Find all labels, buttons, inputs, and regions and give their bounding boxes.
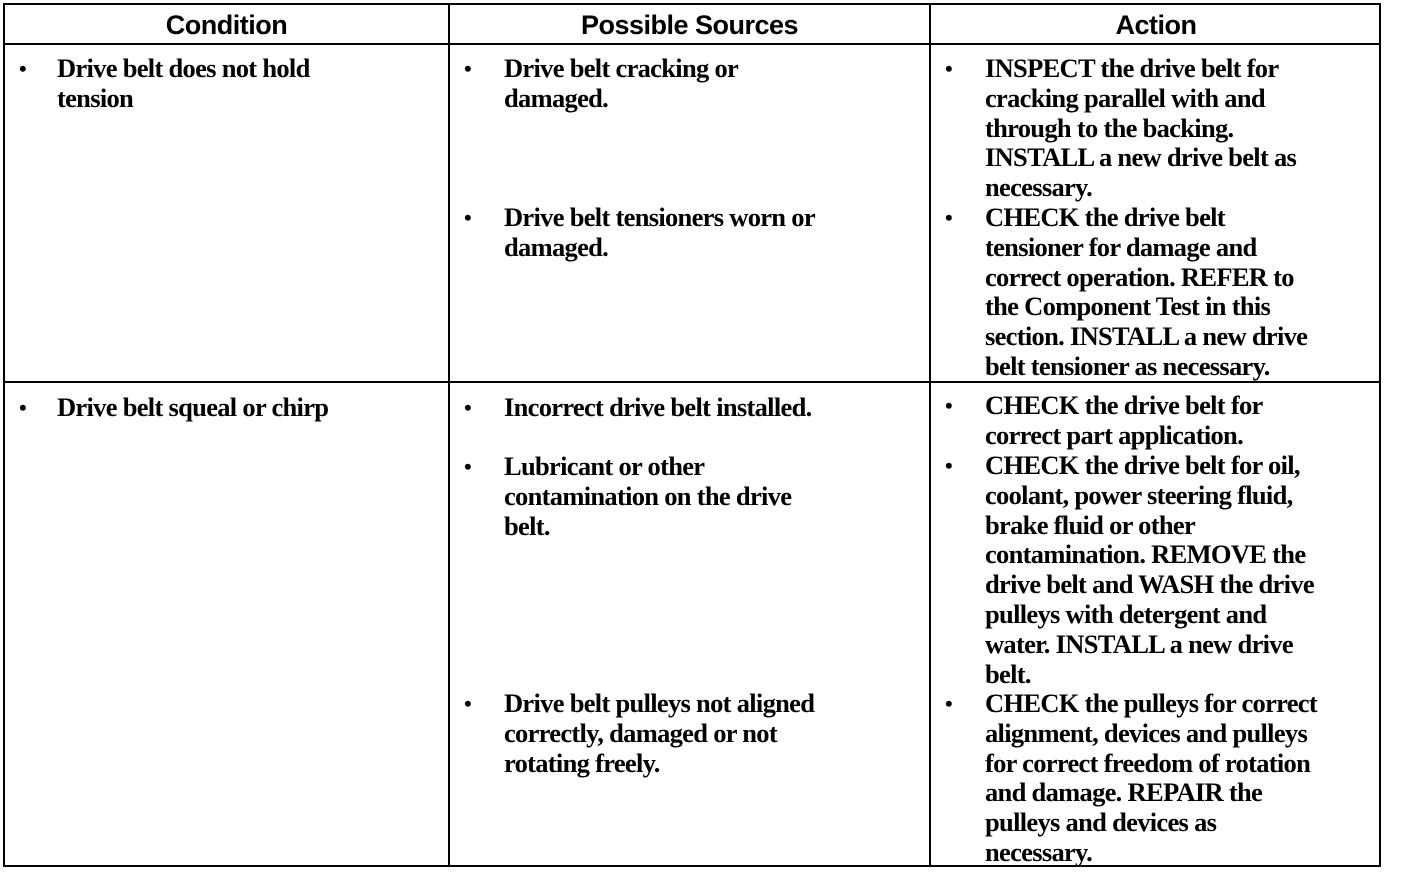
- bullet-icon: •: [464, 454, 472, 479]
- bullet-icon: •: [945, 691, 953, 716]
- action-text: CHECK the pulleys for correct alignment, devices and pulleys for correct freedom of rotation and damage. REPAIR the pulleys and devices as necessary.: [985, 688, 1317, 867]
- bullet-icon: •: [464, 691, 472, 716]
- bullet-icon: •: [945, 453, 953, 478]
- source-text: Drive belt pulleys not aligned correctly, damaged or not rotating freely.: [504, 688, 815, 778]
- header-action: Action: [1115, 9, 1197, 40]
- header-condition: Condition: [165, 9, 288, 40]
- action-text: CHECK the drive belt tensioner for damage and correct operation. REFER to the Component Test in this section. INSTALL a new drive belt tensioner as necessary.: [985, 202, 1308, 381]
- column-divider: [448, 5, 450, 865]
- diagnosis-table: [3, 3, 1381, 867]
- source-text: Lubricant or other contamination on the drive belt.: [504, 451, 792, 541]
- source-text: Drive belt cracking or damaged.: [504, 53, 739, 113]
- header-possible-sources: Possible Sources: [580, 9, 799, 40]
- action-text: INSPECT the drive belt for cracking parallel with and through to the backing. INSTALL a new drive belt as necessary.: [985, 53, 1297, 203]
- column-divider: [929, 5, 931, 865]
- condition-text: Drive belt squeal or chirp: [57, 392, 329, 422]
- bullet-icon: •: [945, 205, 953, 230]
- action-text: CHECK the drive belt for oil, coolant, power steering fluid, brake fluid or other contamination. REMOVE the drive belt and WASH the drive pulleys with detergent and water. INSTALL a new drive belt.: [985, 450, 1314, 689]
- source-text: Incorrect drive belt installed.: [504, 392, 812, 422]
- bullet-icon: •: [945, 56, 953, 81]
- bullet-icon: •: [464, 56, 472, 81]
- bullet-icon: •: [19, 56, 27, 81]
- action-text: CHECK the drive belt for correct part application.: [985, 390, 1263, 450]
- bullet-icon: •: [464, 395, 472, 420]
- source-text: Drive belt tensioners worn or damaged.: [504, 202, 815, 262]
- condition-text: Drive belt does not hold tension: [57, 53, 310, 113]
- bullet-icon: •: [464, 205, 472, 230]
- bullet-icon: •: [19, 395, 27, 420]
- bullet-icon: •: [945, 393, 953, 418]
